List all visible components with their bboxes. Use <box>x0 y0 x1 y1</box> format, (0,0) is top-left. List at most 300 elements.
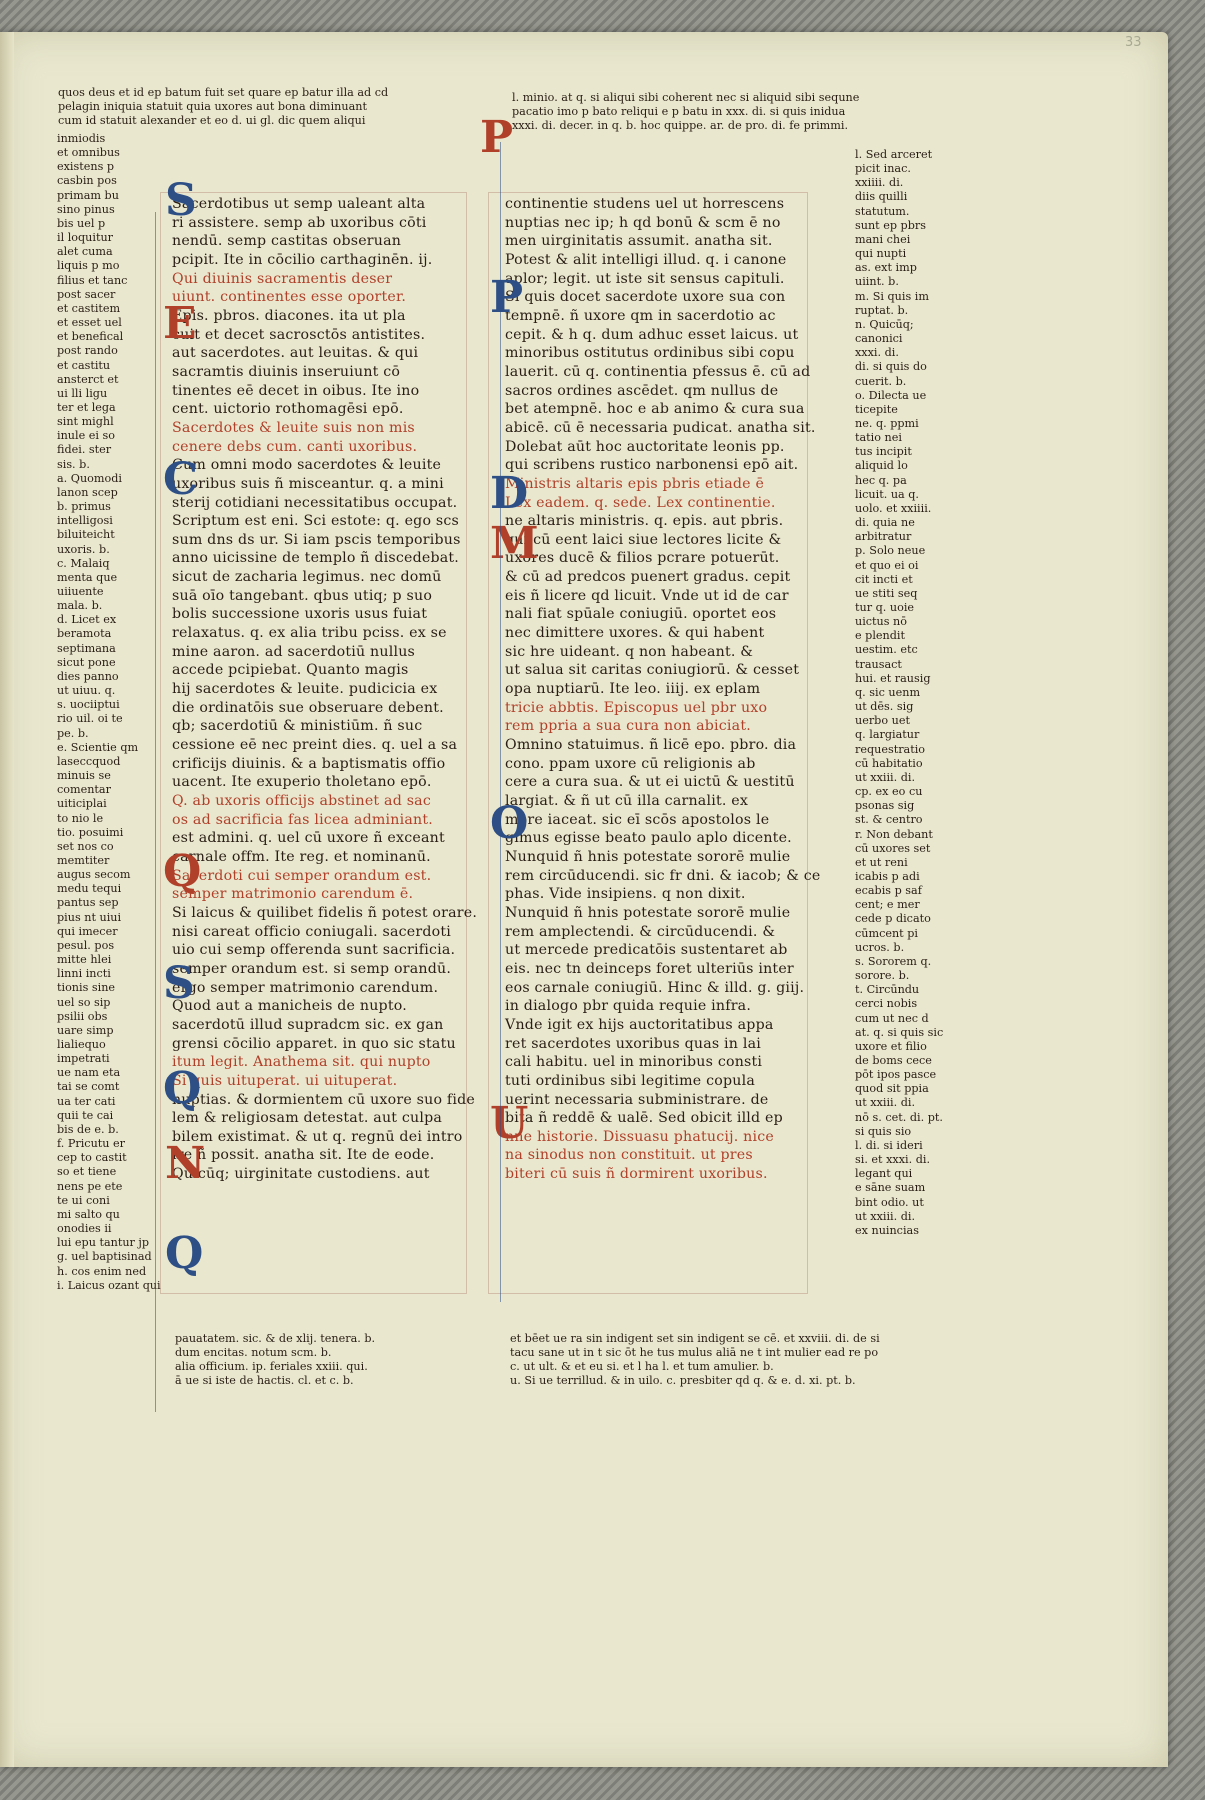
text-line: mi salto qu <box>57 1207 120 1221</box>
text-line: p. Solo neue <box>855 544 926 558</box>
initial-s-si-laicus: S <box>163 958 195 1009</box>
text-line: Scriptum est eni. Sci estote: q. ego scs <box>172 513 460 530</box>
text-line: cent. uictorio rothomagēsi epō. <box>172 401 404 418</box>
text-line: aut sacerdotes. aut leuitas. & qui <box>172 345 419 362</box>
text-line: in dialogo pbr quida requie infra. <box>505 998 752 1015</box>
text-line: c. Malaiq <box>57 556 110 570</box>
text-line: nuptias nec ip; h qd bonū & scm ē no <box>505 214 781 231</box>
text-line: Qui diuinis sacramentis deser <box>172 270 393 287</box>
manuscript-page <box>0 32 1168 1767</box>
text-line: cum id statuit alexander et eo d. ui gl. dic quem aliqui <box>58 114 366 128</box>
text-line: diis quilli <box>855 190 908 204</box>
text-line: si quis sio <box>855 1124 912 1138</box>
text-line: Omnino statuimus. ñ licē epo. pbro. dia <box>505 737 797 754</box>
text-line: cenere debs cum. canti uxoribus. <box>172 438 418 455</box>
text-line: menta que <box>57 570 118 584</box>
text-line: bis de e. b. <box>57 1122 119 1136</box>
text-line: sunt ep pbrs <box>855 218 926 232</box>
text-line: pcipit. Ite in cōcilio carthaginēn. ij. <box>172 251 433 268</box>
text-line: crificijs diuinis. & a baptismatis offio <box>172 755 446 772</box>
text-line: sacros ordines ascēdet. qm nullus de <box>505 382 779 399</box>
folio-number: 33 <box>1125 35 1142 50</box>
text-line: qui imecer <box>57 924 118 938</box>
text-line: tacu sane ut in t sic ōt he tus mulus aliā ne t int mulier ead re po <box>510 1346 879 1360</box>
text-line: mala. b. <box>57 599 103 613</box>
text-line: sorore. b. <box>855 969 910 983</box>
text-line: et castitu <box>57 358 111 372</box>
text-line: Si laicus & quilibet fidelis ñ potest orare. <box>172 904 478 921</box>
text-line: est admini. q. uel cū uxore ñ exceant <box>172 830 445 847</box>
text-line: d. Licet ex <box>57 613 117 627</box>
text-line: et omnibus <box>57 146 120 160</box>
page-gutter <box>0 32 14 1767</box>
text-line: itum legit. Anathema sit. qui nupto <box>172 1054 431 1071</box>
text-line: m. Si quis im <box>855 289 929 303</box>
text-line: Quicūq; uirginitate custodiens. aut <box>172 1166 430 1183</box>
text-line: di. si quis do <box>855 360 927 374</box>
text-line: rem ppria a sua cura non abiciat. <box>505 718 751 735</box>
text-line: cede p dicato <box>855 912 931 926</box>
text-line: as. ext imp <box>855 261 917 275</box>
text-line: ne altaris ministris. q. epis. aut pbris. <box>505 513 784 530</box>
text-line: ansterct et <box>57 372 119 386</box>
initial-c-cum: C <box>163 454 199 505</box>
text-line: u. Si ue terrillud. & in uilo. c. presbiter qd q. & e. d. xi. pt. b. <box>510 1374 856 1388</box>
text-line: xxiiii. di. <box>855 176 904 190</box>
initial-p-potest: P <box>480 112 514 163</box>
text-line: si. et xxxi. di. <box>855 1153 931 1167</box>
text-line: ne. q. ppmi <box>855 416 919 430</box>
text-line: picit inac. <box>855 162 911 176</box>
text-line: liquis p mo <box>57 259 120 273</box>
text-line: c. ut ult. & et eu si. et l ha l. et tum amulier. b. <box>510 1360 774 1374</box>
text-line: uerbo uet <box>855 714 910 728</box>
text-line: continentie studens uel ut horrescens <box>505 196 785 212</box>
text-line: uio cui semp offerenda sunt sacrificia. <box>172 942 456 959</box>
text-line: ucros. b. <box>855 940 905 954</box>
initial-d-dolebat: D <box>490 468 529 519</box>
text-line: ut xxiii. di. <box>855 770 916 784</box>
text-line: sint mighl <box>57 415 114 429</box>
text-line: legant qui <box>855 1167 913 1181</box>
text-line: phas. Vide insipiens. q non dixit. <box>505 886 746 903</box>
text-line: uictus nō <box>855 615 907 629</box>
text-line: quii te cai <box>57 1108 114 1122</box>
text-line: Nunquid ñ hnis potestate sororē mulie <box>505 848 791 865</box>
text-line: e. Scientie qm <box>57 740 139 754</box>
text-line: cepit. & h q. dum adhuc esset laicus. ut <box>505 326 799 343</box>
text-line: onodies ii <box>57 1222 112 1236</box>
text-line: sterij cotidiani necessitatibus occupat. <box>172 494 458 511</box>
text-line: hui. et rausig <box>855 671 931 685</box>
text-line: uiint. b. <box>855 275 899 289</box>
text-line: bilem existimat. & ut q. regnū dei intro <box>172 1128 463 1145</box>
text-line: f. Pricutu er <box>57 1137 126 1151</box>
initial-u-unde: U <box>490 1098 529 1149</box>
text-line: qb; sacerdotiū & ministiūm. ñ suc <box>172 718 423 735</box>
text-line: gimus egisse beato paulo aplo dicente. <box>505 830 792 847</box>
text-line: pius nt uiui <box>57 910 122 924</box>
text-line: men uirginitatis assumit. anatha sit. <box>505 233 773 250</box>
text-line: uel so sip <box>57 995 111 1009</box>
text-line: filius et tanc <box>57 273 128 287</box>
text-line: nuptias. & dormientem cū uxore suo fide <box>172 1091 475 1108</box>
text-line: l. di. si ideri <box>855 1138 923 1152</box>
text-line: uiticiplai <box>57 797 107 811</box>
text-line: quod sit ppia <box>855 1082 929 1096</box>
text-line: post rando <box>57 344 118 358</box>
text-line: pōt ipos pasce <box>855 1068 937 1082</box>
text-line: ire ñ possit. anatha sit. Ite de eode. <box>172 1147 435 1164</box>
text-line: rio uil. oi te <box>57 712 123 726</box>
text-line: uare simp <box>57 1023 114 1037</box>
text-line: at. q. si quis sic <box>855 1025 944 1039</box>
text-line: uestim. etc <box>855 643 918 657</box>
text-line: set nos co <box>57 839 114 853</box>
text-line: ruptat. b. <box>855 303 909 317</box>
text-line: s. Sororem q. <box>855 954 932 968</box>
text-line: bint odio. ut <box>855 1195 924 1209</box>
text-line: nō s. cet. di. pt. <box>855 1110 943 1124</box>
text-line: Cum omni modo sacerdotes & leuite <box>172 457 442 474</box>
text-line: cū habitatio <box>855 756 923 770</box>
text-line: mitte hlei <box>57 953 112 967</box>
text-line: lem & religiosam detestat. aut culpa <box>172 1110 443 1127</box>
text-line: inule ei so <box>57 429 115 443</box>
text-line: g. uel baptisinad <box>57 1250 152 1264</box>
text-line: il loquitur <box>57 231 114 245</box>
text-line: i. Laicus ozant qui <box>57 1278 161 1292</box>
text-line: qui nupti <box>855 247 907 261</box>
text-line: Sacerdotes & leuite suis non mis <box>172 419 415 436</box>
text-line: q. sic uenm <box>855 685 921 699</box>
text-line: pelagin iniquia statuit quia uxores aut bona diminuant <box>58 100 367 114</box>
text-line: tempnē. ñ uxore qm in sacerdotio ac <box>505 307 776 324</box>
text-line: pacatio imo p bato reliqui e p batu in xxx. di. si quis inidua <box>512 105 846 119</box>
text-line: cali habitu. uel in minoribus consti <box>505 1054 763 1071</box>
text-line: sum dns ds ur. Si iam pscis temporibus <box>172 531 461 548</box>
text-line: ut xxiii. di. <box>855 1209 916 1223</box>
text-line: nisi careat officio coniugali. sacerdoti <box>172 923 452 940</box>
text-line: cūmcent pi <box>855 926 918 940</box>
text-line: Si quis docet sacerdote uxore sua con <box>505 289 786 306</box>
text-line: minoribus ostitutus ordinibus sibi copu <box>505 345 795 362</box>
text-line: eis ñ licere qd licuit. Vnde ut id de car <box>505 587 789 604</box>
text-line: Ministris altaris epis pbris etiade ē <box>505 475 765 492</box>
text-line: sacramtis diuinis inseruiunt cō <box>172 363 401 380</box>
text-line: anno uicissine de templo ñ discedebat. <box>172 550 460 567</box>
text-line: ā ue si iste de hactis. cl. et c. b. <box>175 1374 354 1388</box>
text-line: cere a cura sua. & ut ei uictū & uestitū <box>505 774 795 791</box>
text-line: a. Quomodi <box>57 471 122 485</box>
text-line: uxoribus suis ñ misceantur. q. a mini <box>172 475 444 492</box>
main-text-left <box>172 195 478 1184</box>
text-line: tionis sine <box>57 981 116 995</box>
text-line: Potest & alit intelligi illud. q. i canone <box>505 251 787 268</box>
text-line: eos carnale coniugiū. Hinc & illd. g. giij. <box>505 979 805 996</box>
text-line: uxore et filio <box>855 1039 927 1053</box>
initial-p-potest-alit: P <box>490 272 524 323</box>
text-line: biteri cū suis ñ dormirent uxoribus. <box>505 1166 768 1183</box>
text-line: comentar <box>57 783 111 797</box>
text-line: s. uociiptui <box>57 698 120 712</box>
text-line: xxxi. di. decer. in q. b. hoc quippe. ar. de pro. di. fe primmi. <box>512 119 849 133</box>
text-line: Lex eadem. q. sede. Lex continentie. <box>505 494 776 511</box>
text-line: cono. ppam uxore cū religionis ab <box>505 755 756 772</box>
text-line: Sacerdotibus ut semp ualeant alta <box>172 196 426 212</box>
text-line: l. minio. at q. si aliqui sibi coherent nec si aliquid sibi sequne <box>512 91 860 104</box>
text-line: uacent. Ite exuperio tholetano epō. <box>172 774 432 791</box>
text-line: alet cuma <box>57 245 113 259</box>
text-line: quos deus et id ep batum fuit set quare ep batur illa ad cd <box>58 86 389 99</box>
text-line: psilii obs <box>57 1009 108 1023</box>
text-line: lialiequo <box>57 1038 106 1051</box>
text-line: q. largiatur <box>855 728 920 742</box>
text-line: uxoris. b. <box>57 542 110 556</box>
text-line: ut dēs. sig <box>855 700 914 714</box>
text-line: so et tiene <box>57 1165 117 1179</box>
text-line: dies panno <box>57 669 119 683</box>
text-line: cuit et decet sacrosctōs antistites. <box>172 326 426 343</box>
text-line: pauatatem. sic. & de xlij. tenera. b. <box>175 1332 376 1345</box>
text-line: pantus sep <box>57 896 119 910</box>
text-line: hij sacerdotes & leuite. pudicicia ex <box>172 681 438 698</box>
text-line: os ad sacrificia fas licea adminiant. <box>172 811 433 828</box>
text-line: xxxi. di. <box>855 346 899 360</box>
text-line: uiiuente <box>57 585 104 598</box>
initial-s-sacerdotibus: S <box>165 175 197 226</box>
text-line: et quo ei oi <box>855 558 919 572</box>
text-line: tatio nei <box>855 431 902 445</box>
text-line: lauerit. cū q. continentia pfessus ē. cū ad <box>505 363 811 380</box>
text-line: cit incti et <box>855 572 913 586</box>
text-line: cp. ex eo cu <box>855 785 923 799</box>
text-line: cent; e mer <box>855 898 920 912</box>
text-line: et esset uel <box>57 316 122 330</box>
text-line: ui lli ligu <box>57 386 108 400</box>
text-line: ter et lega <box>57 400 116 414</box>
text-line: tinentes eē decet in oibus. Ite ino <box>172 382 420 399</box>
text-line: accede pcipiebat. Quanto magis <box>172 662 409 679</box>
flourish-right-margin <box>500 142 501 1302</box>
text-line: sic hre uideant. q non habeant. & <box>505 643 754 660</box>
text-line: n. Quicūq; <box>855 317 914 331</box>
text-line: opa nuptiarū. Ite leo. iiij. ex eplam <box>505 681 761 698</box>
text-line: tio. posuimi <box>57 825 124 839</box>
text-line: licuit. ua q. <box>855 487 919 501</box>
text-line: cerci nobis <box>855 997 918 1011</box>
text-line: ut salua sit caritas coniugiorū. & cesset <box>505 662 800 679</box>
text-line: tur q. uoie <box>855 601 915 614</box>
text-line: beramota <box>57 627 112 641</box>
initial-m-ministris: M <box>490 518 539 569</box>
text-line: cum ut nec d <box>855 1011 929 1025</box>
gloss-bottom-right <box>510 1332 990 1389</box>
initial-o-omnino: O <box>490 798 529 849</box>
text-line: bet atempnē. hoc e ab animo & cura sua <box>505 401 805 418</box>
text-line: aliquid lo <box>855 459 908 473</box>
text-line: grensi cōcilio apparet. in quo sic statu <box>172 1035 456 1052</box>
initial-q-quod: Q <box>163 846 202 897</box>
text-line: Si quis uituperat. ui uituperat. <box>172 1072 398 1089</box>
text-line: alia officium. ip. feriales xxiii. qui. <box>175 1360 368 1374</box>
text-line: e plendit <box>855 629 905 643</box>
text-line: post sacer <box>57 287 116 301</box>
text-line: ticepite <box>855 402 898 416</box>
text-line: intelligosi <box>57 514 113 528</box>
text-line: augus secom <box>57 868 131 882</box>
text-line: to nio le <box>57 811 104 825</box>
text-line: ut uiuu. q. <box>57 684 116 698</box>
text-line: semper matrimonio carendum ē. <box>172 886 414 903</box>
text-line: casbin pos <box>57 174 117 188</box>
text-line: tuti ordinibus sibi legitime copula <box>505 1072 756 1089</box>
text-line: primam bu <box>57 188 119 202</box>
text-line: pe. b. <box>57 726 89 740</box>
text-line: tricie abbtis. Episcopus uel pbr uxo <box>505 699 768 716</box>
text-line: cuerit. b. <box>855 374 907 388</box>
text-line: arbitratur <box>855 530 912 544</box>
text-line: abicē. cū ē necessaria pudicat. anatha sit. <box>505 419 816 436</box>
text-line: ua ter cati <box>57 1094 116 1108</box>
text-line: uolo. et xxiiii. <box>855 501 932 515</box>
text-line: ergo semper matrimonio carendum. <box>172 979 439 996</box>
text-line: uerint necessaria subministrare. de <box>505 1091 769 1108</box>
initial-q-quod-aut: Q <box>163 1063 202 1114</box>
text-line: bita ñ reddē & ualē. Sed obicit illd ep <box>505 1110 783 1127</box>
text-line: ue nam eta <box>57 1066 121 1080</box>
gloss-top-left <box>58 86 448 128</box>
text-line: sis. b. <box>57 457 90 471</box>
text-line: hec q. pa <box>855 473 907 487</box>
flourish-left-margin <box>155 212 156 1412</box>
text-line: et ut reni <box>855 855 908 869</box>
text-line: laseccquod <box>57 754 121 768</box>
text-line: st. & centro <box>855 813 923 827</box>
text-line: lanon scep <box>57 485 118 499</box>
text-line: cessione eē nec preint dies. q. uel a sa <box>172 737 458 754</box>
text-line: sacerdotū illud supradcm sic. ex gan <box>172 1016 444 1033</box>
text-line: nens pe ete <box>57 1179 123 1193</box>
text-line: di. quia ne <box>855 516 915 530</box>
text-line: Vnde igit ex hijs auctoritatibus appa <box>505 1016 774 1033</box>
text-line: carnale offm. Ite reg. et nominanū. <box>172 848 431 865</box>
text-line: eis. nec tn deinceps foret ulteriūs inter <box>505 960 794 977</box>
text-line: & cū ad predcos puenert gradus. cepit <box>505 569 791 586</box>
text-line: o. Dilecta ue <box>855 388 927 402</box>
text-line: et benefical <box>57 330 124 344</box>
text-line: largiat. & ñ ut cū illa carnalit. ex <box>505 793 749 809</box>
text-line: l. Sed arceret <box>855 148 933 161</box>
text-line: h. cos enim ned <box>57 1264 147 1278</box>
text-line: cū uxores set <box>855 841 931 855</box>
gloss-top-right <box>512 91 937 133</box>
text-line: ue stiti seq <box>855 586 918 600</box>
text-line: mani chei <box>855 232 911 246</box>
text-line: trausact <box>855 657 902 671</box>
text-line: statutum. <box>855 204 910 218</box>
main-text-right <box>505 195 821 1184</box>
text-line: b. primus <box>57 500 111 514</box>
text-line: fidei. ster <box>57 443 112 457</box>
initial-q-quicumque: Q <box>165 1228 204 1279</box>
text-line: aplor; legit. ut iste sit sensus capituli. <box>505 270 785 287</box>
text-line: Dolebat aūt hoc auctoritate leonis pp. <box>505 438 785 455</box>
text-line: minuis se <box>57 769 111 783</box>
gloss-bottom-left <box>175 1332 465 1389</box>
text-line: impetrati <box>57 1052 110 1066</box>
text-line: Nunquid ñ hnis potestate sororē mulie <box>505 904 791 921</box>
text-line: de boms cece <box>855 1054 932 1067</box>
text-line: qui scribens rustico narbonensi epō ait. <box>505 457 799 474</box>
text-line: sino pinus <box>57 202 115 216</box>
text-line: pesul. pos <box>57 938 115 952</box>
text-line: die ordinatōis sue obseruare debent. <box>172 699 444 716</box>
text-line: ri assistere. semp ab uxoribus cōti <box>172 214 427 231</box>
text-line: icabis p adi <box>855 869 920 883</box>
gloss-left-column <box>57 132 161 1293</box>
text-line: qui cū eent laici siue lectores licite & <box>505 531 782 548</box>
text-line: nali fiat spūale coniugiū. oportet eos <box>505 606 777 623</box>
text-line: e sāne suam <box>855 1181 926 1195</box>
text-line: et bēet ue ra sin indigent set sin indigent se cē. et xxviii. di. de si <box>510 1332 880 1345</box>
text-line: canonici <box>855 332 903 346</box>
text-line: t. Circūndu <box>855 983 920 997</box>
text-line: nendū. semp castitas obseruan <box>172 233 402 250</box>
text-line: te ui coni <box>57 1193 110 1207</box>
text-line: ut mercede predicatōis sustentaret ab <box>505 942 788 959</box>
text-line: psonas sig <box>855 799 915 813</box>
text-line: inmiodis <box>57 132 106 145</box>
text-line: ut xxiii. di. <box>855 1096 916 1110</box>
text-line: biluiteicht <box>57 528 115 542</box>
initial-n-nuptias: N <box>165 1138 206 1189</box>
text-line: nec dimittere uxores. & qui habent <box>505 625 765 642</box>
text-line: r. Non debant <box>855 827 933 841</box>
text-line: Q. ab uxoris officijs abstinet ad sac <box>172 793 431 809</box>
text-line: tai se comt <box>57 1080 120 1094</box>
gloss-right-column <box>855 148 945 1238</box>
text-line: medu tequi <box>57 882 122 896</box>
text-line: lui epu tantur jp <box>57 1236 150 1250</box>
text-line: bis uel p <box>57 216 106 230</box>
text-line: septimana <box>57 641 116 655</box>
text-line: sicut pone <box>57 655 116 669</box>
text-line: Quod aut a manicheis de nupto. <box>172 998 407 1015</box>
text-line: ret sacerdotes uxoribus quas in lai <box>505 1035 761 1052</box>
text-line: relaxatus. q. ex alia tribu pciss. ex se <box>172 625 447 642</box>
text-line: requestratio <box>855 742 926 756</box>
text-line: cep to castit <box>57 1151 127 1165</box>
text-line: linni incti <box>57 967 111 981</box>
text-line: sicut de zacharia legimus. nec domū <box>172 569 442 586</box>
text-line: bolis successione uxoris usus fuiat <box>172 606 428 623</box>
text-line: nne historie. Dissuasu phatucij. nice <box>505 1128 774 1145</box>
text-line: memtiter <box>57 853 110 867</box>
text-line: ex nuincias <box>855 1223 919 1237</box>
text-line: tus incipit <box>855 445 912 459</box>
text-line: existens p <box>57 160 115 174</box>
text-line: Epis. pbros. diacones. ita ut pla <box>172 307 406 324</box>
text-line: uiunt. continentes esse oporter. <box>172 289 407 306</box>
text-line: ecabis p saf <box>855 884 922 898</box>
text-line: et castitem <box>57 301 121 315</box>
text-line: rem amplectendi. & circūducendi. & <box>505 923 776 940</box>
text-line: more iaceat. sic eī scōs apostolos le <box>505 811 770 828</box>
text-line: mine aaron. ad sacerdotiū nullus <box>172 643 416 660</box>
text-line: Sacerdoti cui semper orandum est. <box>172 867 432 884</box>
text-line: rem circūducendi. sic fr dni. & iacob; & ce <box>505 867 821 884</box>
